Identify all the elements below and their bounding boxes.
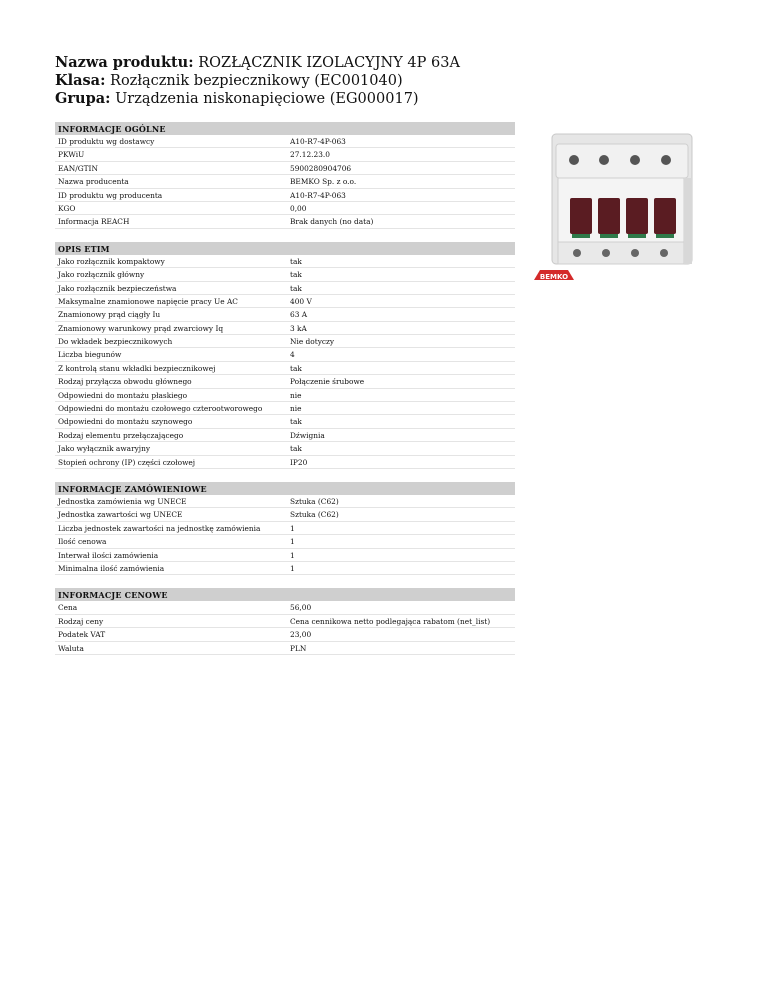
bemko-logo-text: BEMKO bbox=[539, 273, 569, 281]
product-header bbox=[55, 54, 460, 108]
row-value: tak bbox=[290, 444, 302, 454]
row-value: Cena cennikowa netto podlegająca rabatom (net_list) bbox=[290, 616, 491, 626]
row-key: Cena bbox=[58, 603, 78, 613]
row-value: tak bbox=[290, 363, 302, 373]
table-row bbox=[55, 456, 515, 469]
row-value: A10-R7-4P-063 bbox=[290, 190, 346, 200]
table-row bbox=[55, 549, 515, 562]
table-row bbox=[55, 189, 515, 202]
row-key: Ilość cenowa bbox=[58, 537, 107, 547]
table-row bbox=[55, 362, 515, 375]
row-value: nie bbox=[290, 390, 302, 400]
spec-tables bbox=[55, 122, 515, 668]
table-row bbox=[55, 601, 515, 614]
table-row bbox=[55, 375, 515, 388]
table-row bbox=[55, 135, 515, 148]
row-key: Odpowiedni do montażu szynowego bbox=[58, 417, 193, 427]
table-row bbox=[55, 268, 515, 281]
row-key: Minimalna ilość zamówienia bbox=[58, 563, 165, 573]
spec-section bbox=[55, 588, 515, 655]
product-class-value: Rozłącznik bezpiecznikowy (EC001040) bbox=[110, 73, 403, 89]
table-row bbox=[55, 175, 515, 188]
row-key: Rodzaj elementu przełączającego bbox=[58, 430, 184, 440]
table-row bbox=[55, 642, 515, 655]
table-row bbox=[55, 402, 515, 415]
section-title: INFORMACJE CENOWE bbox=[55, 588, 515, 601]
row-key: Odpowiedni do montażu płaskiego bbox=[58, 390, 188, 400]
table-row bbox=[55, 215, 515, 228]
table-row bbox=[55, 148, 515, 161]
row-value: 56,00 bbox=[290, 603, 312, 613]
row-value: 400 V bbox=[290, 296, 312, 306]
product-image bbox=[532, 122, 714, 292]
table-row bbox=[55, 308, 515, 321]
spec-section bbox=[55, 482, 515, 575]
row-value: 1 bbox=[290, 537, 295, 547]
product-name-line bbox=[55, 54, 460, 72]
row-key: Odpowiedni do montażu czołowego czterootworowego bbox=[58, 404, 263, 414]
table-row bbox=[55, 535, 515, 548]
row-value: PLN bbox=[290, 643, 307, 653]
row-key: Jednostka zamówienia wg UNECE bbox=[58, 496, 187, 506]
row-key: Jako rozłącznik główny bbox=[58, 270, 145, 280]
row-key: KGO bbox=[58, 203, 76, 213]
row-value: Sztuka (C62) bbox=[290, 496, 339, 506]
row-key: Liczba jednostek zawartości na jednostkę zamówienia bbox=[58, 523, 261, 533]
row-key: Jako rozłącznik kompaktowy bbox=[58, 256, 165, 266]
table-row bbox=[55, 628, 515, 641]
table-row bbox=[55, 162, 515, 175]
row-key: Jednostka zawartości wg UNECE bbox=[58, 510, 183, 520]
row-value: 3 kA bbox=[290, 323, 307, 333]
row-value: 0,00 bbox=[290, 203, 307, 213]
table-row bbox=[55, 495, 515, 508]
row-key: Informacja REACH bbox=[58, 217, 130, 227]
row-key: Rodzaj ceny bbox=[58, 616, 104, 626]
row-value: 1 bbox=[290, 563, 295, 573]
row-key: Liczba biegunów bbox=[58, 350, 122, 360]
table-row bbox=[55, 295, 515, 308]
row-key: Nazwa producenta bbox=[58, 177, 129, 187]
row-key: Rodzaj przyłącza obwodu głównego bbox=[58, 377, 192, 387]
table-row bbox=[55, 508, 515, 521]
table-row bbox=[55, 429, 515, 442]
table-row bbox=[55, 255, 515, 268]
row-value: Połączenie śrubowe bbox=[290, 377, 365, 387]
table-row bbox=[55, 615, 515, 628]
row-value: BEMKO Sp. z o.o. bbox=[290, 177, 357, 187]
row-key: Z kontrolą stanu wkładki bezpiecznikowej bbox=[58, 363, 216, 373]
row-value: 4 bbox=[290, 350, 295, 360]
product-group-label: Grupa: bbox=[55, 90, 111, 107]
row-value: nie bbox=[290, 404, 302, 414]
row-value: 1 bbox=[290, 550, 295, 560]
row-key: Znamionowy prąd ciągły Iu bbox=[58, 310, 161, 320]
row-key: Jako rozłącznik bezpieczeństwa bbox=[58, 283, 177, 293]
section-title: INFORMACJE OGÓLNE bbox=[55, 122, 515, 135]
row-key: PKWiU bbox=[58, 150, 85, 160]
row-key: Stopień ochrony (IP) części czołowej bbox=[58, 457, 196, 467]
bemko-logo bbox=[534, 270, 574, 281]
row-value: 27.12.23.0 bbox=[290, 150, 330, 160]
row-key: Waluta bbox=[58, 643, 84, 653]
product-group-line bbox=[55, 90, 460, 108]
row-value: Nie dotyczy bbox=[290, 337, 335, 347]
row-key: Maksymalne znamionowe napięcie pracy Ue AC bbox=[58, 296, 238, 306]
row-value: 23,00 bbox=[290, 630, 312, 640]
table-row bbox=[55, 562, 515, 575]
table-row bbox=[55, 202, 515, 215]
table-row bbox=[55, 335, 515, 348]
spec-section bbox=[55, 242, 515, 469]
row-key: Jako wyłącznik awaryjny bbox=[58, 444, 151, 454]
row-value: IP20 bbox=[290, 457, 308, 467]
product-group-value: Urządzenia niskonapięciowe (EG000017) bbox=[115, 91, 419, 107]
row-value: tak bbox=[290, 256, 302, 266]
section-title: INFORMACJE ZAMÓWIENIOWE bbox=[55, 482, 515, 495]
table-row bbox=[55, 415, 515, 428]
table-row bbox=[55, 282, 515, 295]
table-row bbox=[55, 522, 515, 535]
row-value: 1 bbox=[290, 523, 295, 533]
row-value: tak bbox=[290, 417, 302, 427]
row-key: Do wkładek bezpiecznikowych bbox=[58, 337, 173, 347]
row-value: A10-R7-4P-063 bbox=[290, 137, 346, 146]
row-value: tak bbox=[290, 270, 302, 280]
product-class-line bbox=[55, 72, 460, 90]
product-name-label: Nazwa produktu: bbox=[55, 54, 194, 71]
spec-section bbox=[55, 122, 515, 229]
product-class-label: Klasa: bbox=[55, 72, 106, 89]
row-value: tak bbox=[290, 283, 302, 293]
row-value: 63 A bbox=[290, 310, 308, 320]
table-row bbox=[55, 389, 515, 402]
table-row bbox=[55, 442, 515, 455]
row-value: Sztuka (C62) bbox=[290, 510, 339, 520]
section-title: OPIS ETIM bbox=[55, 242, 515, 255]
row-key: Znamionowy warunkowy prąd zwarciowy Iq bbox=[58, 323, 224, 333]
table-row bbox=[55, 322, 515, 335]
row-value: Brak danych (no data) bbox=[290, 217, 374, 227]
product-name-value: ROZŁĄCZNIK IZOLACYJNY 4P 63A bbox=[198, 55, 460, 71]
row-value: 5900280904706 bbox=[290, 163, 352, 173]
row-value: Dźwignia bbox=[290, 430, 325, 440]
row-key: EAN/GTIN bbox=[58, 163, 98, 173]
row-key: Interwał ilości zamówienia bbox=[58, 550, 159, 560]
row-key: Podatek VAT bbox=[58, 630, 106, 640]
table-row bbox=[55, 348, 515, 361]
row-key: ID produktu wg producenta bbox=[58, 190, 163, 200]
row-key: ID produktu wg dostawcy bbox=[58, 137, 155, 146]
